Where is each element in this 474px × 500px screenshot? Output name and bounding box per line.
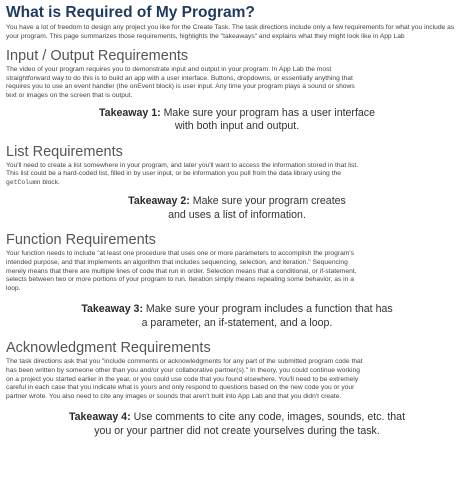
body-line: partner wrote. You also need to cite any images or sounds that aren't built into App Lab and that you didn't create.	[6, 392, 342, 400]
body-line: careful in each case that you indicate what is yours and only respond to questions based on the new code you or your	[6, 384, 355, 392]
body-line: This list could be a hard-coded list, filled in by user input, or be information you pull from the data library using the	[6, 170, 341, 178]
body-line: merely means that there are multiple lines of code that run in order. Selection means that a conditional, or if-statement,	[6, 267, 357, 275]
body-line: straightforward way to do this is to build an app with a user interface. Buttons, dropdowns, or essentially anything that	[6, 74, 353, 82]
takeaway-text: Make sure your program includes a function that has	[145, 303, 393, 316]
code-word-getcolumn: getColumn	[6, 178, 41, 186]
document-page	[6, 0, 468, 438]
takeaway-label: Takeaway 4:	[68, 411, 131, 424]
body-line: selects between two or more portions of your program to run. Iteration simply means repeating some behavior, as in a	[6, 276, 354, 284]
body-line: intended purpose, and that implements an algorithm that includes sequencing, selection, and iteration." Sequencing	[6, 258, 348, 266]
takeaway-text: with both input and output.	[174, 120, 300, 133]
body-line: has been written by someone other than you and/or your collaborative partner(s)." In theory, you could continue working	[6, 366, 360, 374]
body-line: You'll need to create a list somewhere in your program, and later you'll want to access the information stored in that list.	[6, 161, 359, 169]
section-heading-function: Function Requirements	[6, 232, 156, 249]
takeaway-text: a parameter, an if-statement, and a loop.	[141, 316, 333, 329]
body-line: block.	[40, 178, 60, 186]
body-line: The task directions ask that you "include comments or acknowledgments for any part of the submitted program code that	[6, 358, 363, 366]
section-heading-input-output: Input / Output Requirements	[6, 48, 189, 65]
takeaway-text: Make sure your program creates	[192, 195, 346, 208]
section-body-input-output	[6, 66, 468, 100]
takeaway-text: and uses a list of information.	[168, 208, 306, 221]
takeaway-1	[6, 107, 468, 134]
section-body-list	[6, 162, 468, 188]
takeaway-4	[6, 411, 468, 438]
page-title: What is Required of My Program?	[6, 4, 255, 21]
body-line: Your function needs to include "at least one procedure that uses one or more parameters to accomplish the program's	[6, 250, 355, 258]
takeaway-2	[6, 195, 468, 222]
body-line: text or images on the screen that is output.	[6, 91, 133, 99]
takeaway-label: Takeaway 3:	[81, 303, 143, 316]
body-line: on a project you started earlier in the year, or you could use code that you found elsewhere. You'll need to be extremely	[6, 375, 359, 383]
body-line: The video of your program requires you to demonstrate input and output in your program. In App Lab the most	[6, 66, 332, 74]
takeaway-label: Takeaway 1:	[99, 106, 161, 119]
takeaway-label: Takeaway 2:	[128, 195, 190, 208]
takeaway-text: Make sure your program has a user interface	[163, 106, 375, 119]
body-line: loop.	[6, 284, 21, 292]
intro-paragraph: You have a lot of freedom to design any project you like for the Create Task. The task directions include only a few requirements for what you include as your program. This page summarizes those requirements, highlights the "takeaways" and explains what they might look like in App Lab	[6, 24, 455, 40]
takeaway-text: Use comments to cite any code, images, sounds, etc. that	[133, 411, 406, 424]
takeaway-3	[6, 303, 468, 330]
body-line: requires you to use an event handler (the onEvent block) is user input. Any time your program plays a sound or shows	[6, 83, 355, 91]
section-heading-list: List Requirements	[6, 143, 123, 160]
section-body-function	[6, 250, 468, 293]
takeaway-text: you or your partner did not create yourselves during the task.	[94, 424, 380, 437]
section-body-acknowledgment	[6, 358, 468, 401]
section-heading-acknowledgment: Acknowledgment Requirements	[6, 340, 211, 357]
